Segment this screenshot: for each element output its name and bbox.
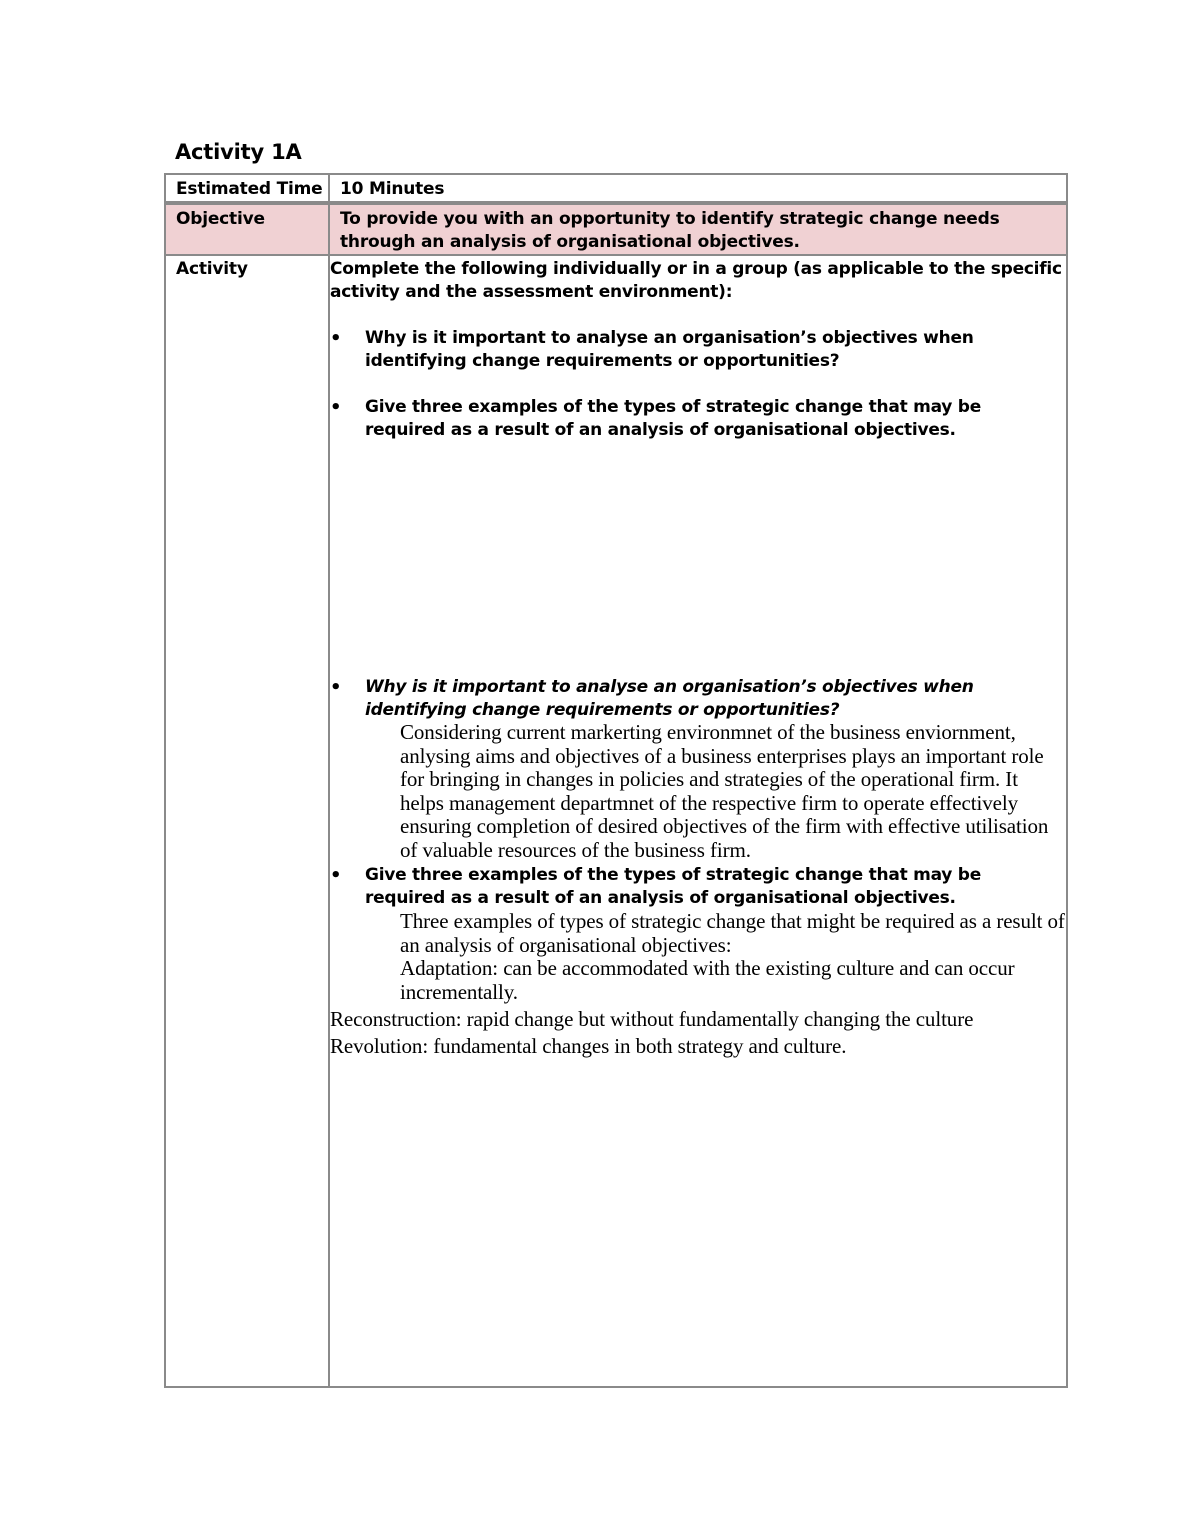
bullet-icon: •	[330, 865, 342, 886]
estimated-time-label-cell	[165, 174, 329, 203]
question-1-text: Why is it important to analyse an organisation’s objectives when identifying change requirements or opportunities?	[365, 328, 974, 371]
activity-intro: Complete the following individually or in a group (as applicable to the specific activity and the assessment environment):	[330, 259, 1062, 302]
question-2	[330, 396, 1066, 442]
page-title: Activity 1A	[175, 140, 302, 164]
bullet-icon: •	[330, 397, 342, 418]
answer-question-2-text: Give three examples of the types of strategic change that may be required as a result of an analysis of organisational objectives.	[365, 865, 981, 908]
answer-question-1-text: Why is it important to analyse an organisation’s objectives when identifying change requirements or opportunities?	[365, 677, 974, 720]
objective-row	[165, 203, 1067, 255]
objective-value: To provide you with an opportunity to identify strategic change needs through an analysis of organisational objectives.	[340, 209, 1000, 252]
activity-label: Activity	[176, 259, 248, 279]
estimated-time-value-cell	[329, 174, 1067, 203]
answer-2-adaptation: Adaptation: can be accommodated with the existing culture and can occur incrementally.	[400, 956, 1015, 1004]
answer-question-2	[330, 864, 1066, 910]
question-2-text: Give three examples of the types of strategic change that may be required as a result of an analysis of organisational objectives.	[365, 397, 981, 440]
answer-question-1	[330, 676, 1066, 722]
estimated-time-row	[165, 174, 1067, 203]
answer-2-reconstruction: Reconstruction: rapid change but without fundamentally changing the culture	[330, 1007, 974, 1031]
bullet-icon: •	[330, 677, 342, 698]
answer-2-intro: Three examples of types of strategic change that might be required as a result of an analysis of organisational objectives:	[400, 909, 1065, 957]
question-1	[330, 327, 1066, 373]
activity-table	[164, 173, 1068, 1388]
objective-value-cell	[329, 203, 1067, 255]
answer-1: Considering current markerting environmnet of the business enviornment, anlysing aims and objectives of a business enterprises plays an important role for bringing in changes in policies and strategies of the operational firm. It helps management departmnet of the respective firm to operate effectively ensuring completion of desired objectives of the firm with effective utilisation of valuable resources of the business firm.	[400, 720, 1049, 862]
estimated-time-value: 10 Minutes	[340, 179, 445, 199]
objective-label-cell	[165, 203, 329, 255]
estimated-time-label: Estimated Time	[176, 179, 323, 199]
activity-row	[165, 255, 1067, 1387]
activity-content-cell	[329, 255, 1067, 1387]
answer-2-revolution: Revolution: fundamental changes in both strategy and culture.	[330, 1034, 847, 1058]
objective-label: Objective	[176, 209, 265, 229]
activity-label-cell	[165, 255, 329, 1387]
bullet-icon: •	[330, 328, 342, 349]
